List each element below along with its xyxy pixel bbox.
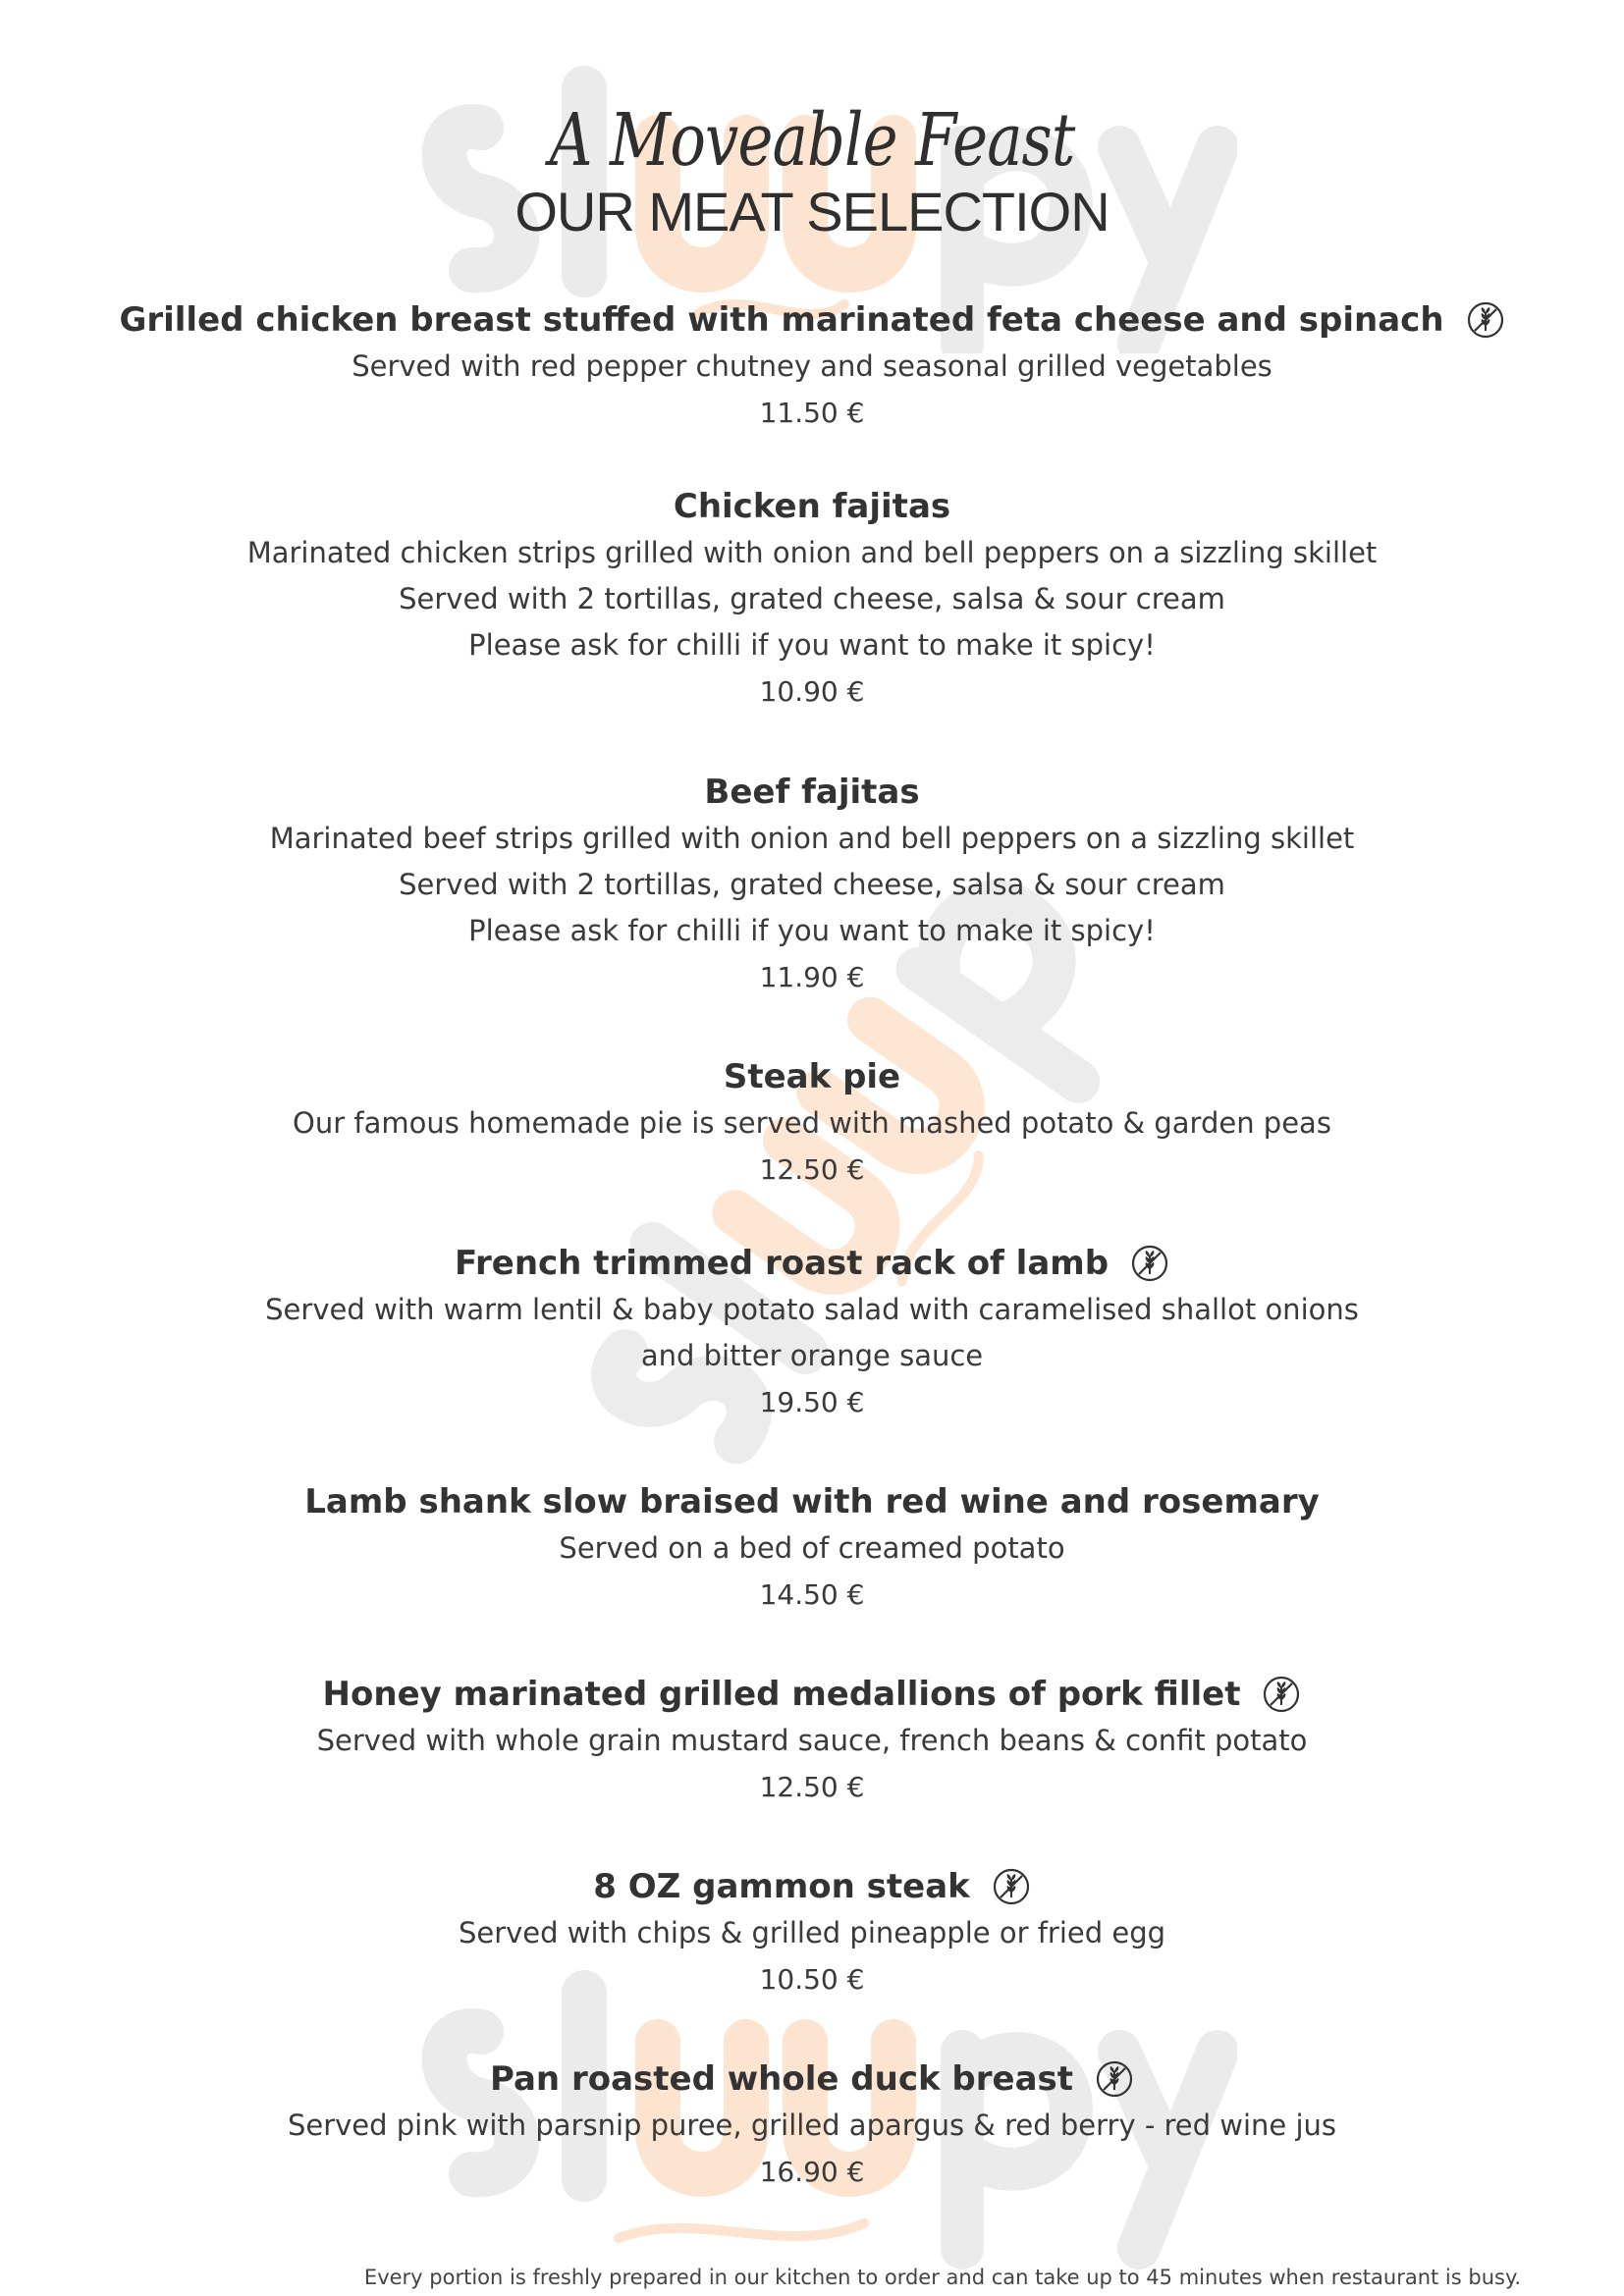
item-description: Our famous homemade pie is served with mashed potato & garden peas [293,1106,1331,1140]
menu-item [0,296,1624,436]
item-description: Served with 2 tortillas, grated cheese, salsa & sour cream [399,868,1225,901]
menu-item [0,1478,1624,1618]
item-description: Please ask for chilli if you want to make it spicy! [468,914,1156,947]
item-description: and bitter orange sauce [640,1339,984,1372]
item-price: 12.50 € [759,1771,865,1803]
gluten-free-icon [1130,1244,1169,1283]
restaurant-name: A Moveable Feast [549,98,1075,183]
item-description: Please ask for chilli if you want to make it spicy! [468,628,1156,662]
item-price: 16.90 € [759,2156,865,2188]
item-name: 8 OZ gammon steak [593,1867,970,1906]
item-name-row [0,2056,1624,2103]
item-description: Served pink with parsnip puree, grilled apargus & red berry - red wine jus [287,2109,1337,2142]
gluten-free-icon [1466,300,1505,340]
item-description: Served with red pepper chutney and seasonal grilled vegetables [352,349,1272,383]
item-name-row [0,769,1624,816]
menu-item [0,1863,1624,2002]
menu-item [0,2056,1624,2195]
item-name: Pan roasted whole duck breast [489,2059,1074,2099]
item-name: Honey marinated grilled medallions of pork fillet [322,1675,1241,1714]
item-price: 19.50 € [759,1386,865,1418]
item-name: Steak pie [723,1057,901,1096]
menu-item [0,769,1624,1000]
gluten-free-icon [992,1867,1031,1906]
item-name-row [0,1671,1624,1718]
item-name-row [0,1478,1624,1525]
item-price: 11.50 € [759,397,865,429]
item-name-row [0,483,1624,530]
menu-item [0,1240,1624,1425]
menu-item [0,1053,1624,1193]
item-price: 14.50 € [759,1578,865,1611]
item-name-row [0,1053,1624,1100]
section-title: OUR MEAT SELECTION [514,181,1110,242]
item-name-row [0,1240,1624,1287]
gluten-free-icon [1095,2059,1134,2099]
item-name: Grilled chicken breast stuffed with marinated feta cheese and spinach [119,300,1444,340]
item-price: 11.90 € [759,961,865,993]
item-name-row [0,1863,1624,1910]
item-price: 12.50 € [759,1153,865,1186]
item-description: Marinated chicken strips grilled with onion and bell peppers on a sizzling skillet [246,536,1378,569]
gluten-free-icon [1262,1675,1301,1714]
item-price: 10.50 € [759,1963,865,1996]
item-description: Served with whole grain mustard sauce, french beans & confit potato [316,1724,1308,1757]
menu-item [0,483,1624,715]
item-name: Beef fajitas [704,773,920,812]
item-name-row [0,296,1624,344]
item-description: Served with chips & grilled pineapple or fried egg [458,1916,1166,1949]
item-description: Served with 2 tortillas, grated cheese, salsa & sour cream [399,582,1225,615]
item-description: Marinated beef strips grilled with onion and bell peppers on a sizzling skillet [269,822,1355,855]
item-name: French trimmed roast rack of lamb [454,1244,1110,1283]
item-description: Served on a bed of creamed potato [559,1531,1065,1565]
item-price: 10.90 € [759,675,865,708]
item-name: Lamb shank slow braised with red wine and rosemary [304,1482,1320,1522]
footer-note: Every portion is freshly prepared in our kitchen to order and can take up to 45 minutes when restaurant is busy. [363,2266,1522,2289]
item-description: Served with warm lentil & baby potato salad with caramelised shallot onions [265,1293,1359,1326]
menu-item [0,1671,1624,1810]
item-name: Chicken fajitas [673,487,951,526]
